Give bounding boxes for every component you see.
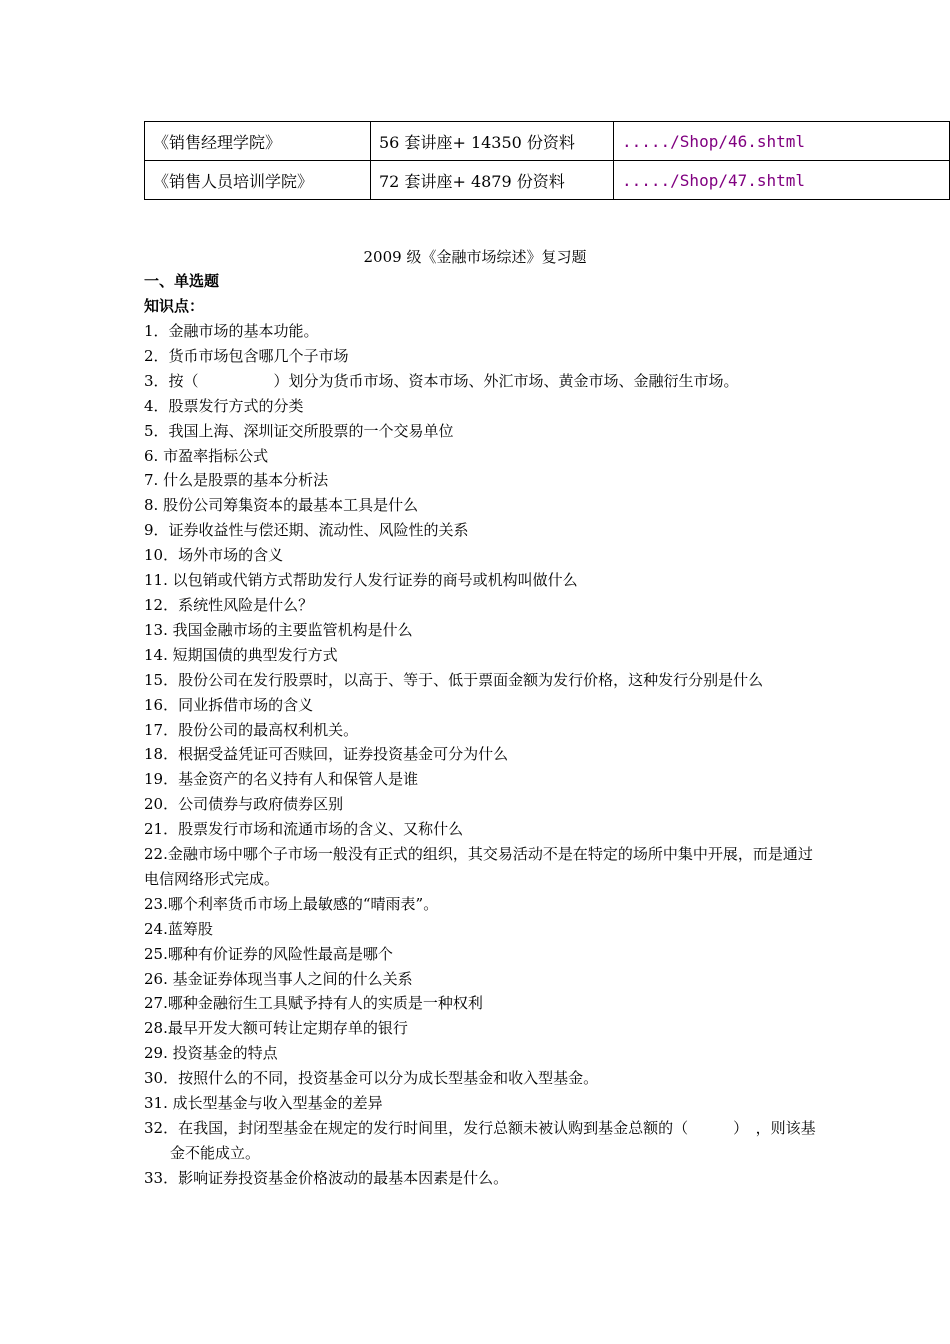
list-item: 25.哪种有价证券的风险性最高是哪个 xyxy=(144,944,393,963)
section-heading: 一、单选题 xyxy=(144,272,220,290)
knowledge-points-heading: 知识点： xyxy=(144,297,205,315)
resource-desc: 72 套讲座+ 4879 份资料 xyxy=(371,161,614,200)
list-item: 29. 投资基金的特点 xyxy=(144,1044,278,1063)
list-item: 1．金融市场的基本功能。 xyxy=(144,322,319,340)
list-item: 2．货币市场包含哪几个子市场 xyxy=(144,346,349,365)
list-item: 23.哪个利率货币市场上最敏感的“晴雨表”。 xyxy=(144,894,439,913)
list-item: 4．股票发行方式的分类 xyxy=(144,396,304,415)
list-item: 6. 市盈率指标公式 xyxy=(144,446,269,465)
resource-desc: 56 套讲座+ 14350 份资料 xyxy=(371,122,614,161)
list-item: 10．场外市场的含义 xyxy=(144,546,284,565)
question-list xyxy=(144,319,824,1191)
table-row xyxy=(145,122,950,161)
list-item: 22.金融市场中哪个子市场一般没有正式的组织，其交易活动不是在特定的场所中集中开展，而是通过电信网络形式完成。 xyxy=(144,845,813,888)
list-item: 24.蓝筹股 xyxy=(144,919,213,938)
resource-name: 《销售经理学院》 xyxy=(145,122,371,161)
list-item: 20．公司债券与政府债券区别 xyxy=(144,795,344,814)
list-item: 17．股份公司的最高权利机关。 xyxy=(144,720,359,739)
table-row xyxy=(145,161,950,200)
list-item: 28.最早开发大额可转让定期存单的银行 xyxy=(144,1019,408,1038)
list-item: 14. 短期国债的典型发行方式 xyxy=(144,645,338,664)
list-item: 18．根据受益凭证可否赎回，证券投资基金可分为什么 xyxy=(144,745,509,764)
list-item: 32．在我国，封闭型基金在规定的发行时间里，发行总额未被认购到基金总额的（ ） ，则该基金不能成立。 xyxy=(144,1119,816,1162)
resource-name: 《销售人员培训学院》 xyxy=(145,161,371,200)
list-item: 9．证券收益性与偿还期、流动性、风险性的关系 xyxy=(144,521,469,540)
list-item: 33．影响证券投资基金价格波动的最基本因素是什么。 xyxy=(144,1168,509,1187)
list-item: 21．股票发行市场和流通市场的含义、又称什么 xyxy=(144,820,464,839)
list-item: 31. 成长型基金与收入型基金的差异 xyxy=(144,1094,383,1113)
list-item: 19．基金资产的名义持有人和保管人是谁 xyxy=(144,770,419,789)
document-title: 2009 级《金融市场综述》复习题 xyxy=(363,248,587,266)
list-item: 30．按照什么的不同，投资基金可以分为成长型基金和收入型基金。 xyxy=(144,1069,599,1088)
list-item: 27.哪种金融衍生工具赋予持有人的实质是一种权利 xyxy=(144,994,483,1013)
resource-table xyxy=(144,121,950,200)
list-item: 7. 什么是股票的基本分析法 xyxy=(144,471,329,490)
list-item: 12．系统性风险是什么？ xyxy=(144,595,314,614)
list-item: 3．按（ ）划分为货币市场、资本市场、外汇市场、黄金市场、金融衍生市场。 xyxy=(144,371,739,390)
list-item: 5．我国上海、深圳证交所股票的一个交易单位 xyxy=(144,421,454,440)
list-item: 11. 以包销或代销方式帮助发行人发行证券的商号或机构叫做什么 xyxy=(144,571,578,590)
list-item: 26. 基金证券体现当事人之间的什么关系 xyxy=(144,969,413,988)
list-item: 16．同业拆借市场的含义 xyxy=(144,695,314,714)
list-item: 13. 我国金融市场的主要监管机构是什么 xyxy=(144,620,413,639)
resource-link[interactable]: ...../Shop/47.shtml xyxy=(614,161,950,200)
list-item: 8. 股份公司筹集资本的最基本工具是什么 xyxy=(144,496,419,515)
list-item: 15．股份公司在发行股票时，以高于、等于、低于票面金额为发行价格，这种发行分别是什么 xyxy=(144,670,764,689)
resource-link[interactable]: ...../Shop/46.shtml xyxy=(614,122,950,161)
